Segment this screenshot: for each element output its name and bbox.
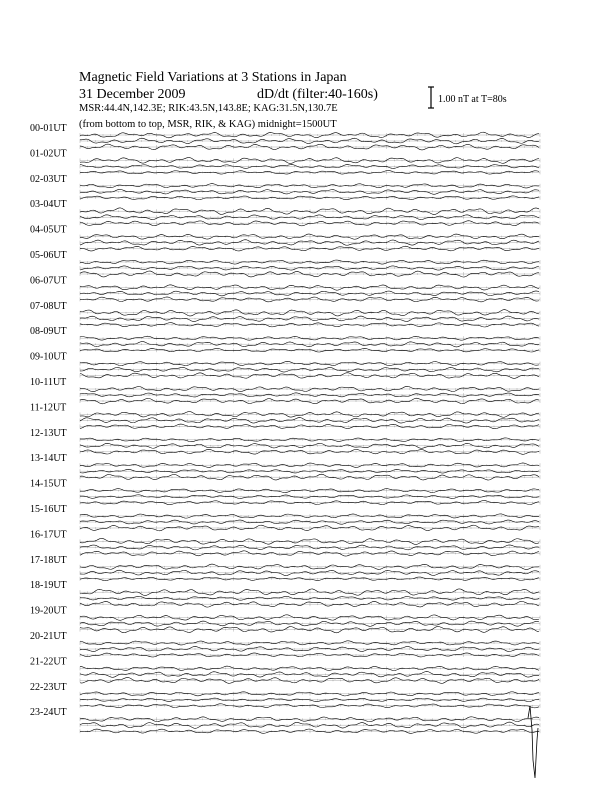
hour-label: 13-14UT — [30, 453, 67, 465]
hour-row — [30, 631, 540, 657]
trace-rik — [80, 570, 539, 575]
hour-row — [30, 174, 540, 200]
hour-row — [30, 326, 540, 352]
station-coordinates: MSR:44.4N,142.3E; RIK:43.5N,143.8E; KAG:31.5N,130.7E — [79, 103, 338, 114]
hour-label: 00-01UT — [30, 123, 67, 134]
hour-row — [30, 148, 540, 174]
scale-bar-label: 1.00 nT at T=80s — [438, 94, 507, 105]
hour-row — [30, 656, 540, 683]
hour-row — [30, 377, 540, 404]
hour-row — [30, 301, 540, 327]
chart-filter: dD/dt (filter:40-160s) — [257, 87, 378, 102]
hour-row — [30, 402, 540, 428]
hour-label: 16-17UT — [30, 529, 67, 541]
hour-label: 08-09UT — [30, 326, 67, 338]
hour-label: 17-18UT — [30, 554, 67, 566]
hour-row — [30, 580, 540, 607]
hour-row — [30, 682, 540, 708]
hour-label: 20-21UT — [30, 631, 67, 642]
hour-row — [30, 428, 540, 454]
hour-label: 05-06UT — [30, 250, 67, 261]
hour-row — [30, 453, 540, 480]
hour-row — [30, 225, 540, 251]
hour-row — [30, 479, 540, 505]
hour-label: 02-03UT — [30, 173, 67, 185]
hour-label: 03-04UT — [30, 199, 67, 211]
chart-title: Magnetic Field Variations at 3 Stations in Japan — [79, 70, 347, 85]
hour-row — [30, 199, 540, 226]
scale-bar — [428, 87, 434, 108]
hour-row — [30, 250, 540, 277]
hour-label: 11-12UT — [30, 402, 67, 414]
hour-row — [30, 529, 540, 556]
hour-row — [30, 123, 540, 150]
hour-label: 07-08UT — [30, 300, 67, 312]
hour-label: 15-16UT — [30, 504, 67, 515]
hour-label: 22-23UT — [30, 681, 67, 693]
hour-row — [30, 707, 540, 733]
hour-row — [30, 555, 540, 581]
hour-label: 04-05UT — [30, 224, 67, 236]
chart-date: 31 December 2009 — [79, 87, 186, 102]
hour-row — [30, 504, 540, 531]
hour-label: 14-15UT — [30, 478, 67, 490]
hour-label: 06-07UT — [30, 275, 67, 287]
hour-label: 09-10UT — [30, 351, 67, 363]
hour-label: 12-13UT — [30, 427, 67, 439]
hour-row — [30, 275, 540, 301]
hour-row — [30, 352, 540, 379]
hour-label: 19-20UT — [30, 605, 67, 617]
trace-spike — [528, 706, 538, 778]
hour-label: 10-11UT — [30, 377, 67, 388]
station-order-note: (from bottom to top, MSR, RIK, & KAG) midnight=1500UT — [79, 119, 337, 130]
hour-row — [30, 606, 540, 633]
hour-label: 01-02UT — [30, 148, 67, 160]
hour-label: 21-22UT — [30, 656, 67, 668]
hour-label: 18-19UT — [30, 580, 67, 592]
hour-label: 23-24UT — [30, 707, 67, 719]
